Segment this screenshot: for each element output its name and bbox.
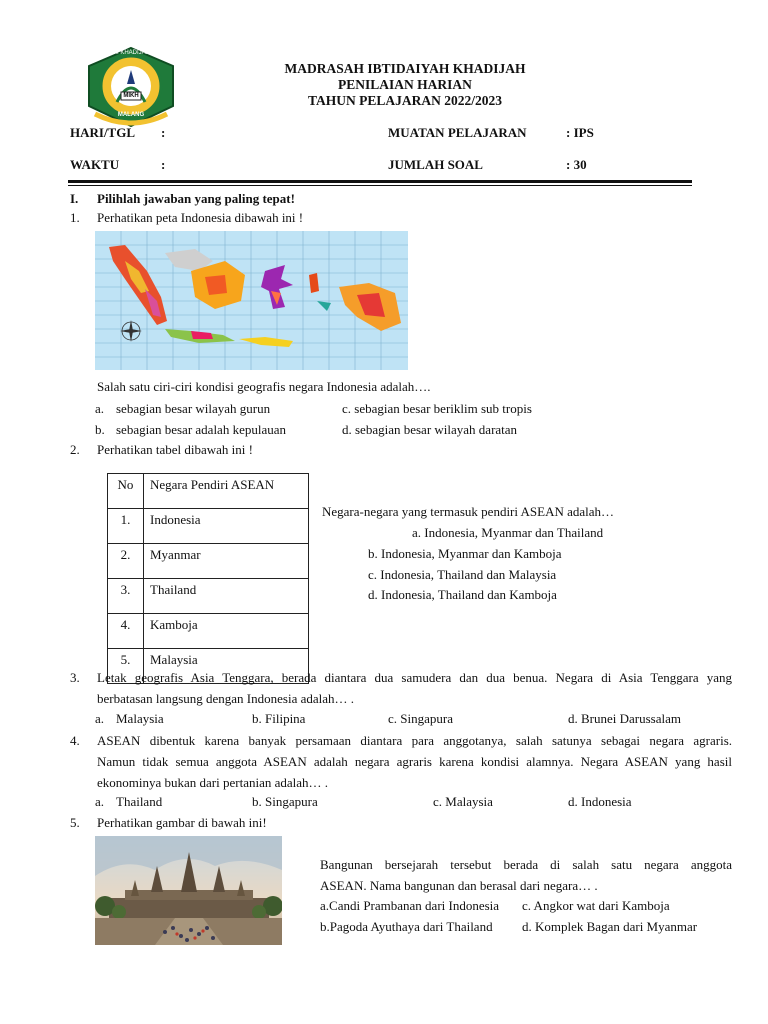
q3-text-line2: berbatasan langsung dengan Indonesia adalah… . <box>97 691 355 706</box>
school-name: MADRASAH IBTIDAIYAH KHADIJAH <box>284 61 526 76</box>
q4-option-d: d. Indonesia <box>568 794 632 809</box>
q4-option-a-letter: a. <box>95 794 105 809</box>
q1-prompt: Salah satu ciri-ciri kondisi geografis negara Indonesia adalah…. <box>97 379 431 394</box>
header-divider-thin <box>68 185 692 186</box>
waktu-colon: : <box>161 157 166 172</box>
q3-text-line1: Letak geografis Asia Tenggara, berada diantara dua samudera dan dua benua. Negara di Asia Tenggara yang <box>97 670 732 685</box>
waktu-label: WAKTU <box>70 157 120 172</box>
q5-number: 5. <box>70 815 80 830</box>
table-cell-no: 1. <box>108 509 144 544</box>
hari-colon: : <box>161 125 166 140</box>
angkor-wat-image <box>95 836 282 945</box>
q3-option-a-letter: a. <box>95 711 105 726</box>
q1-option-c: c. sebagian besar beriklim sub tropis <box>342 401 532 416</box>
table-header-row <box>108 474 309 509</box>
q2-option-a: a. Indonesia, Myanmar dan Thailand <box>412 525 604 540</box>
q4-option-c: c. Malaysia <box>433 794 493 809</box>
table-cell-name: Myanmar <box>144 544 309 579</box>
q2-option-d: d. Indonesia, Thailand dan Kamboja <box>368 587 557 602</box>
table-row <box>108 614 309 649</box>
q5-text-line1: Bangunan bersejarah tersebut berada di salah satu negara anggota <box>320 857 732 872</box>
table-row <box>108 509 309 544</box>
table-cell-name: Indonesia <box>144 509 309 544</box>
q2-prompt: Negara-negara yang termasuk pendiri ASEAN adalah… <box>322 504 615 519</box>
q4-text-line3: ekonominya bukan dari pertanian adalah… . <box>97 775 329 790</box>
table-row <box>108 579 309 614</box>
q2-text: Perhatikan tabel dibawah ini ! <box>97 442 253 457</box>
q2-number: 2. <box>70 442 80 457</box>
q2-option-c: c. Indonesia, Thailand dan Malaysia <box>368 567 557 582</box>
q1-option-d: d. sebagian besar wilayah daratan <box>342 422 518 437</box>
logo-arc-text: MI KHADIJAH <box>111 50 150 56</box>
q5-text: Perhatikan gambar di bawah ini! <box>97 815 267 830</box>
asean-table <box>107 473 309 684</box>
table-cell-no: 5. <box>108 649 144 684</box>
q5-text-line2: ASEAN. Nama bangunan dan berasal dari negara… . <box>320 878 598 893</box>
q3-number: 3. <box>70 670 80 685</box>
muatan-label: MUATAN PELAJARAN <box>388 125 527 140</box>
table-row <box>108 544 309 579</box>
q4-option-a: Thailand <box>116 794 163 809</box>
table-cell-no: 4. <box>108 614 144 649</box>
q4-text-line2: Namun tidak semua anggota ASEAN adalah negara agraris karena kondisi alamnya. Negara ASEAN yang hasil <box>97 754 732 769</box>
q1-option-a-letter: a. <box>95 401 105 416</box>
table-cell-no: 3. <box>108 579 144 614</box>
q3-option-c: c. Singapura <box>388 711 453 726</box>
q5-option-c: c. Angkor wat dari Kamboja <box>522 898 670 913</box>
q1-option-a: sebagian besar wilayah gurun <box>116 401 271 416</box>
logo-center-text: MIKH <box>123 93 139 99</box>
q5-option-d: d. Komplek Bagan dari Myanmar <box>522 919 698 934</box>
jumlah-value: : 30 <box>566 157 587 172</box>
q5-option-b: b.Pagoda Ayuthaya dari Thailand <box>320 919 493 934</box>
section-number: I. <box>70 191 79 206</box>
header-divider <box>68 180 692 183</box>
q2-option-b: b. Indonesia, Myanmar dan Kamboja <box>368 546 562 561</box>
q1-option-b: sebagian besar adalah kepulauan <box>116 422 287 437</box>
table-header-no: No <box>108 474 144 509</box>
q1-text: Perhatikan peta Indonesia dibawah ini ! <box>97 210 304 225</box>
q4-text-line1: ASEAN dibentuk karena banyak persamaan diantara para anggotanya, salah satunya sebagai negara agraris. <box>97 733 732 748</box>
q3-option-d: d. Brunei Darussalam <box>568 711 682 726</box>
q1-option-b-letter: b. <box>95 422 105 437</box>
table-header-name: Negara Pendiri ASEAN <box>144 474 309 509</box>
q4-number: 4. <box>70 733 80 748</box>
q1-number: 1. <box>70 210 80 225</box>
table-cell-name: Thailand <box>144 579 309 614</box>
logo-bottom-text: MALANG <box>117 112 145 118</box>
muatan-value: : IPS <box>566 125 594 140</box>
exam-title: PENILAIAN HARIAN <box>338 77 472 92</box>
indonesia-map-image <box>95 231 408 370</box>
q5-option-a: a.Candi Prambanan dari Indonesia <box>320 898 500 913</box>
table-cell-name: Malaysia <box>144 649 309 684</box>
q3-option-b: b. Filipina <box>252 711 306 726</box>
table-cell-no: 2. <box>108 544 144 579</box>
jumlah-label: JUMLAH SOAL <box>388 157 483 172</box>
table-cell-name: Kamboja <box>144 614 309 649</box>
q4-option-b: b. Singapura <box>252 794 318 809</box>
q3-option-a: Malaysia <box>116 711 164 726</box>
section-title: Pilihlah jawaban yang paling tepat! <box>97 191 295 206</box>
school-year: TAHUN PELAJARAN 2022/2023 <box>307 93 502 108</box>
hari-label: HARI/TGL <box>70 125 136 140</box>
